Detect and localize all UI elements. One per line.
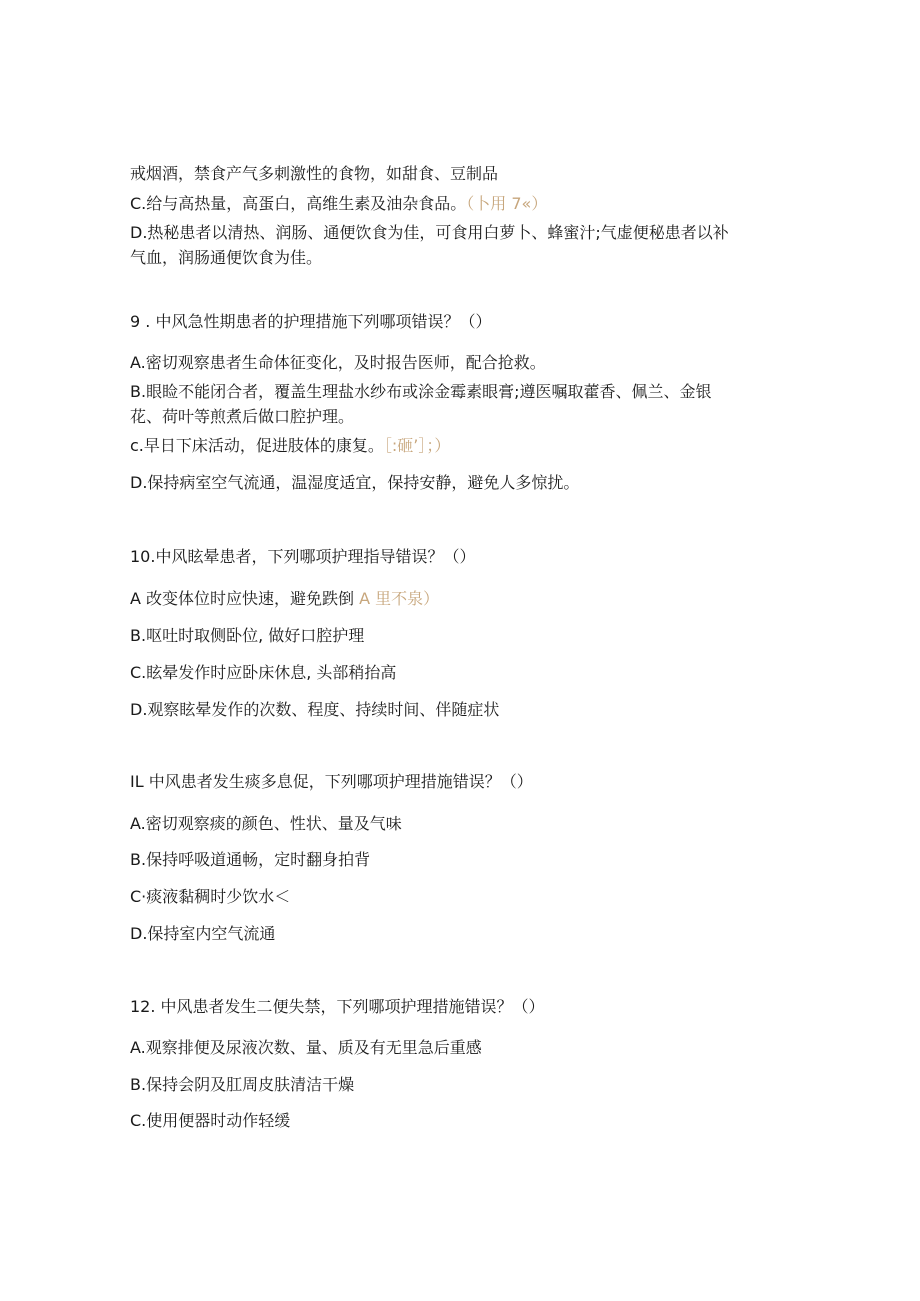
option-text: c.早日下床活动，促进肢体的康复。 — [130, 436, 384, 455]
question-11: IL 中风患者发生痰多息促，下列哪项护理措施错误？（） — [130, 772, 533, 791]
question-9-option-a: A.密切观察患者生命体征变化，及时报告医师，配合抢救。 — [130, 353, 546, 372]
question-10-option-a — [130, 587, 790, 611]
question-12-option-b: B.保持会阴及肛周皮肤清洁干燥 — [130, 1075, 355, 1094]
question-10-option-c: C.眩晕发作时应卧床休息, 头部稍抬高 — [130, 663, 397, 682]
scan-artifact-mark: （卜用 7«） — [466, 194, 548, 213]
question-11-option-d: D.保持室内空气流通 — [130, 924, 276, 943]
question-11-option-b: B.保持呼吸道通畅，定时翻身拍背 — [130, 850, 371, 869]
question-10-option-d: D.观察眩晕发作的次数、程度、持续时间、伴随症状 — [130, 700, 500, 719]
scan-artifact-mark: ［:砸’］；） — [383, 436, 451, 455]
continuation-option-c — [130, 192, 790, 216]
question-12: 12. 中风患者发生二便失禁，下列哪项护理措施错误？（） — [130, 997, 545, 1016]
option-text: A 改变体位时应快速，避免跌倒 — [130, 589, 355, 608]
scan-artifact-mark: A 里不泉） — [359, 589, 440, 608]
question-12-option-a: A.观察排便及尿液次数、量、质及有无里急后重感 — [130, 1038, 482, 1057]
continuation-line: 戒烟酒，禁食产气多刺激性的食物，如甜食、豆制品 — [130, 164, 499, 183]
question-9-option-d: D.保持病室空气流通，温湿度适宜，保持安静，避免人多惊扰。 — [130, 473, 580, 492]
question-11-option-a: A.密切观察痰的颜色、性状、量及气味 — [130, 814, 402, 833]
question-9-option-c — [130, 434, 790, 458]
question-12-option-c: C.使用便器时动作轻缓 — [130, 1111, 291, 1130]
continuation-option-d-line2: 气血，润肠通便饮食为佳。 — [130, 248, 323, 267]
question-9-option-b-line2: 花、荷叶等煎煮后做口腔护理。 — [130, 407, 355, 426]
question-10: 10.中风眩晕患者，下列哪项护理指导错误？（） — [130, 547, 476, 566]
continuation-option-d-line1: D.热秘患者以清热、润肠、通便饮食为佳，可食用白萝卜、蜂蜜汁;气虚便秘患者以补 — [130, 223, 729, 242]
option-text: C.给与高热量，高蛋白，高维生素及油杂食品。 — [130, 194, 467, 213]
question-10-option-b: B.呕吐时取侧卧位, 做好口腔护理 — [130, 626, 365, 645]
question-9-option-b-line1: B.眼睑不能闭合者，覆盖生理盐水纱布或涂金霉素眼膏;遵医嘱取藿香、佩兰、金银 — [130, 382, 712, 401]
question-9: 9 . 中风急性期患者的护理措施下列哪项错误？（） — [130, 312, 492, 331]
question-11-option-c: C·痰液黏稠时少饮水＜ — [130, 887, 291, 906]
